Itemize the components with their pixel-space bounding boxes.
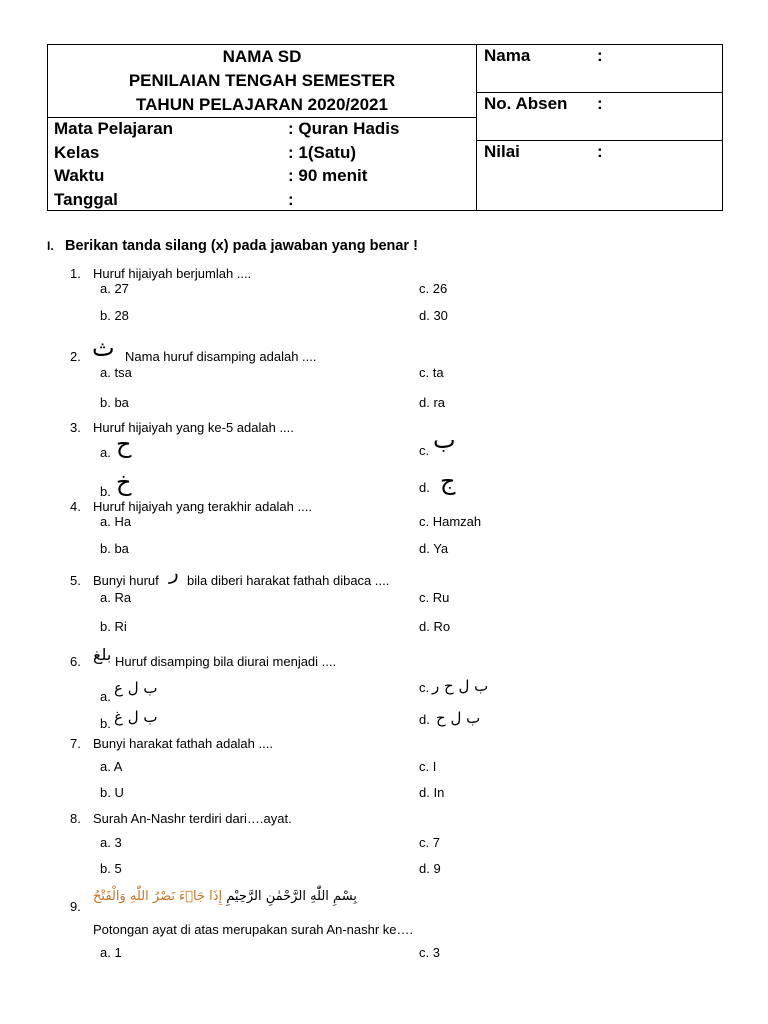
option-d[interactable]: d. bbox=[419, 712, 430, 727]
option-c-glyph: ب bbox=[433, 426, 456, 454]
field-label: Nilai bbox=[484, 142, 520, 161]
option-b[interactable]: b. 28 bbox=[100, 308, 129, 323]
question-text: Nama huruf disamping adalah .... bbox=[125, 349, 317, 364]
question-number: 8. bbox=[70, 811, 81, 826]
option-c[interactable]: c. Ru bbox=[419, 590, 450, 605]
option-a[interactable]: a. 1 bbox=[100, 945, 122, 960]
question-text-after: bila diberi harakat fathah dibaca .... bbox=[187, 573, 390, 588]
option-d-glyph: ب ل ح bbox=[436, 709, 481, 727]
quran-verse bbox=[93, 889, 357, 904]
question-number: 2. bbox=[70, 349, 81, 364]
question-text: Surah An-Nashr terdiri dari….ayat. bbox=[93, 811, 292, 826]
option-a-glyph: ب ل ع bbox=[114, 679, 158, 697]
question-number: 6. bbox=[70, 654, 81, 669]
question-number: 4. bbox=[70, 499, 81, 514]
option-d[interactable]: d. Ya bbox=[419, 541, 449, 556]
field-colon: : bbox=[597, 142, 603, 161]
field-label: Nama bbox=[484, 46, 531, 65]
info-label: Tanggal bbox=[54, 189, 118, 209]
option-c[interactable]: c. I bbox=[419, 759, 437, 774]
option-b[interactable]: b. bbox=[100, 484, 111, 499]
option-d-glyph: ج bbox=[440, 467, 456, 495]
option-b[interactable]: b. bbox=[100, 716, 111, 731]
header-left bbox=[48, 45, 477, 210]
info-value: : 1(Satu) bbox=[288, 142, 356, 162]
option-b[interactable]: b. 5 bbox=[100, 861, 122, 876]
option-a[interactable]: a. tsa bbox=[100, 365, 132, 380]
section-number: I. bbox=[47, 239, 54, 253]
question-number: 9. bbox=[70, 899, 81, 914]
question-text: Bunyi harakat fathah adalah .... bbox=[93, 736, 273, 751]
option-b[interactable]: b. Ri bbox=[100, 619, 127, 634]
header-right bbox=[477, 45, 723, 210]
option-d[interactable]: d. Ro bbox=[419, 619, 451, 634]
option-a[interactable]: a. Ha bbox=[100, 514, 132, 529]
option-a[interactable]: a. bbox=[100, 445, 111, 460]
option-a[interactable]: a. Ra bbox=[100, 590, 132, 605]
info-label: Waktu bbox=[54, 166, 105, 185]
option-c[interactable]: c. bbox=[419, 443, 430, 458]
info-label: Mata Pelajaran bbox=[54, 119, 174, 138]
field-colon: : bbox=[597, 46, 603, 65]
question-number: 7. bbox=[70, 736, 81, 751]
option-b-glyph: خ bbox=[116, 468, 132, 496]
school-name: NAMA SD bbox=[222, 47, 302, 66]
option-b-glyph: ب ل غ bbox=[114, 708, 158, 726]
option-c[interactable]: c. 7 bbox=[419, 835, 440, 850]
option-a[interactable]: a. A bbox=[100, 759, 123, 774]
section-instruction: Berikan tanda silang (x) pada jawaban yang benar ! bbox=[65, 238, 418, 254]
header-table bbox=[47, 44, 723, 211]
info-row-date bbox=[54, 188, 474, 212]
verse-text: إِذَا جَاۤءَ نَصْرُ اللّٰهِ وَالْفَتْحُ bbox=[93, 889, 223, 904]
option-b[interactable]: b. U bbox=[100, 785, 124, 800]
school-year: TAHUN PELAJARAN 2020/2021 bbox=[136, 95, 388, 114]
score-field[interactable] bbox=[477, 141, 723, 210]
question-text: Huruf disamping bila diurai menjadi .... bbox=[115, 654, 337, 669]
option-d[interactable]: d. 9 bbox=[419, 861, 441, 876]
question-text: Huruf hijaiyah berjumlah .... bbox=[93, 266, 252, 281]
arabic-word-glyph: بلغ bbox=[93, 645, 112, 664]
arabic-letter-glyph: ث bbox=[92, 334, 115, 362]
info-label: Kelas bbox=[54, 142, 100, 162]
option-b[interactable]: b. ba bbox=[100, 541, 129, 556]
option-c[interactable]: c. ta bbox=[419, 365, 444, 380]
question-text: Huruf hijaiyah yang ke-5 adalah .... bbox=[93, 420, 294, 435]
option-c[interactable]: c. 3 bbox=[419, 945, 440, 960]
option-c[interactable]: c. Hamzah bbox=[419, 514, 482, 529]
info-row-time bbox=[54, 164, 474, 188]
question-number: 1. bbox=[70, 266, 81, 281]
basmalah-text: بِسْمِ اللّٰهِ الرَّحْمٰنِ الرَّحِيْمِ bbox=[226, 889, 357, 904]
absen-field[interactable] bbox=[477, 93, 723, 141]
field-label: No. Absen bbox=[484, 94, 568, 113]
question-number: 3. bbox=[70, 420, 81, 435]
info-row-class bbox=[54, 141, 474, 165]
info-value: : 90 menit bbox=[288, 166, 368, 185]
option-a[interactable]: a. 27 bbox=[100, 281, 129, 296]
field-colon: : bbox=[597, 94, 603, 113]
question-number: 5. bbox=[70, 573, 81, 588]
option-d[interactable]: d. bbox=[419, 480, 430, 495]
option-c[interactable]: c. 26 bbox=[419, 281, 448, 296]
option-d[interactable]: d. ra bbox=[419, 395, 446, 410]
option-c[interactable]: c. bbox=[419, 680, 430, 695]
option-a[interactable]: a. 3 bbox=[100, 835, 122, 850]
option-a-glyph: ح bbox=[116, 430, 132, 458]
option-b[interactable]: b. ba bbox=[100, 395, 129, 410]
question-text: Potongan ayat di atas merupakan surah An-nashr ke…. bbox=[93, 922, 414, 937]
exam-name: PENILAIAN TENGAH SEMESTER bbox=[128, 71, 396, 90]
option-c-glyph: ب ل ح ر bbox=[432, 677, 489, 695]
exam-title bbox=[48, 45, 476, 118]
option-d[interactable]: d. 30 bbox=[419, 308, 448, 323]
question-text: Huruf hijaiyah yang terakhir adalah .... bbox=[93, 499, 312, 514]
option-a[interactable]: a. bbox=[100, 689, 111, 704]
info-row-subject bbox=[54, 117, 474, 141]
arabic-letter-glyph: ر bbox=[169, 560, 179, 584]
info-value: : Quran Hadis bbox=[288, 119, 400, 138]
info-value: : bbox=[288, 189, 294, 209]
name-field[interactable] bbox=[477, 45, 723, 93]
option-d[interactable]: d. In bbox=[419, 785, 445, 800]
exam-info bbox=[54, 117, 474, 211]
question-text-before: Bunyi huruf bbox=[93, 573, 159, 588]
